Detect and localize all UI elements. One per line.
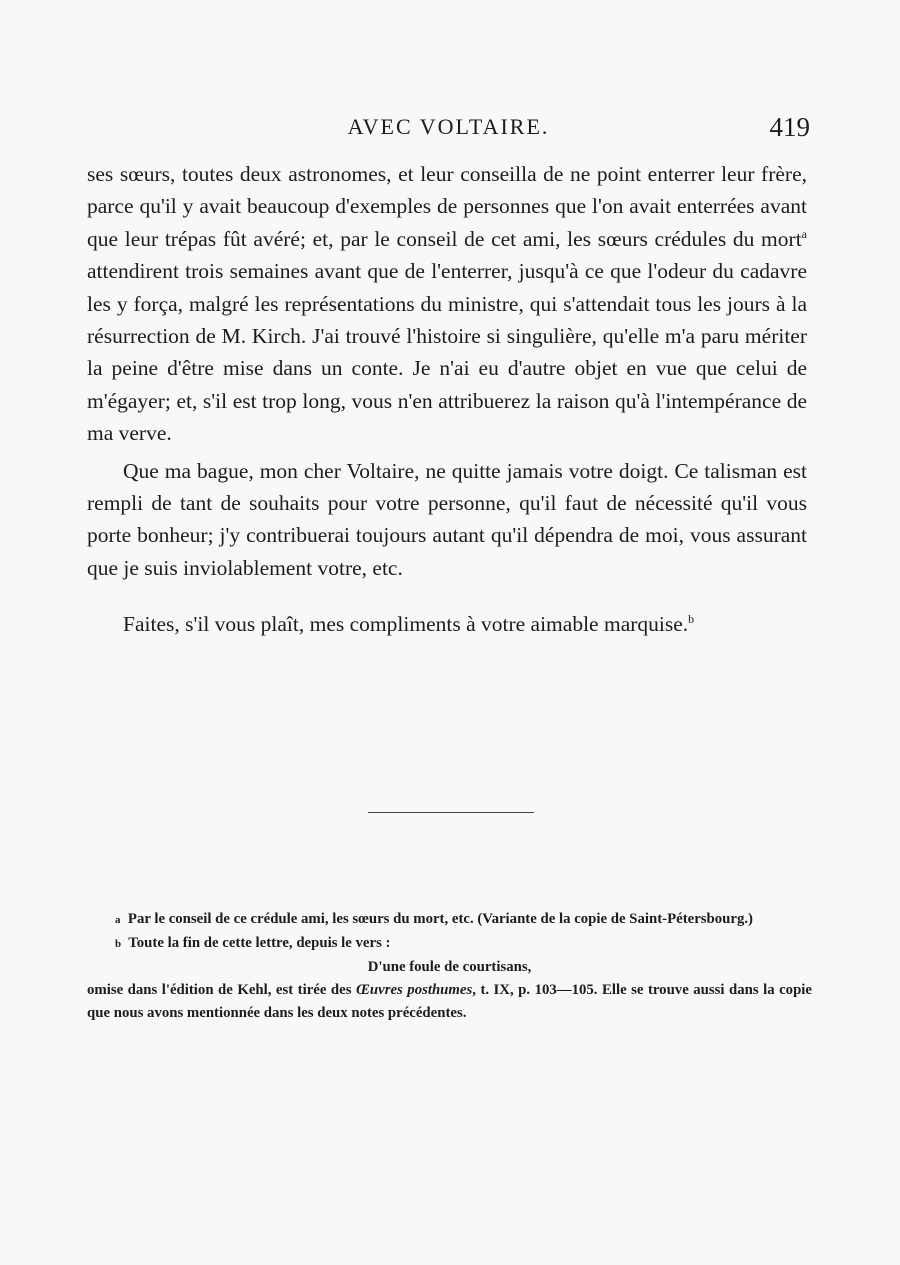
paragraph-3-text: Faites, s'il vous plaît, mes compliments à votre aimable marquise. bbox=[123, 612, 689, 637]
footnote-b-mark: b bbox=[115, 938, 122, 950]
paragraph-3 bbox=[87, 608, 807, 640]
paragraph-1-text: ses sœurs, toutes deux astronomes, et leur conseilla de ne point enterrer leur frère, parce qu'il y avait beaucoup d'exemples de personnes que l'on avait enterrées avant que leur trépas fût avéré; et, par le conseil de cet ami, les sœurs crédules du mort bbox=[87, 162, 807, 251]
footnote-a-mark: a bbox=[115, 914, 121, 926]
footnote-a bbox=[87, 908, 812, 932]
paragraph-1 bbox=[87, 158, 807, 450]
footnote-b-verse: D'une foule de courtisans, bbox=[367, 959, 532, 975]
page-number: 419 bbox=[769, 112, 810, 142]
footnote-a-text: Par le conseil de ce crédule ami, les sœurs du mort, etc. (Variante de la copie de Saint-Pétersbourg.) bbox=[127, 911, 753, 927]
separator-rule bbox=[368, 812, 534, 813]
letter-body bbox=[87, 158, 807, 641]
footnote-b bbox=[87, 932, 812, 956]
footnote-b-cont-after: , t. IX, p. 103—105. Elle se trouve aussi dans la copie que nous avons mentionnée dans les deux notes précédentes. bbox=[87, 982, 812, 1021]
paragraph-2: Que ma bague, mon cher Voltaire, ne quitte jamais votre doigt. Ce talisman est rempli de tant de souhaits pour votre personne, qu'il faut de nécessité qu'il vous porte bonheur; j'y contribuerai toujours autant qu'il dépendra de moi, vous assurant que je suis inviolablement votre, etc. bbox=[87, 458, 807, 580]
footnote-ref-a: a bbox=[801, 226, 807, 241]
footnote-b-continuation bbox=[87, 979, 812, 1025]
page-header bbox=[87, 114, 810, 144]
footnote-b-intro: Toute la fin de cette lettre, depuis le vers : bbox=[128, 935, 391, 951]
running-title: AVEC VOLTAIRE. bbox=[347, 114, 550, 139]
footnotes bbox=[87, 908, 812, 1025]
paragraph-1-text-cont: attendirent trois semaines avant que de l'enterrer, jusqu'à ce que l'odeur du cadavre les y força, malgré les représentations du ministre, qui s'attendait tous les jours à la résurrection de M. Kirch. J'ai trouvé l'histoire si singulière, qu'elle m'a paru mériter la peine d'être mise dans un conte. Je n'ai eu d'autre objet en vue que celui de m'égayer; et, s'il est trop long, vous n'en attribuerez la raison qu'à l'intempérance de ma verve. bbox=[87, 259, 807, 446]
footnote-ref-b: b bbox=[688, 612, 695, 627]
work-title: Œuvres posthumes bbox=[355, 982, 473, 998]
footnote-b-cont-before: omise dans l'édition de Kehl, est tirée des bbox=[87, 982, 356, 998]
